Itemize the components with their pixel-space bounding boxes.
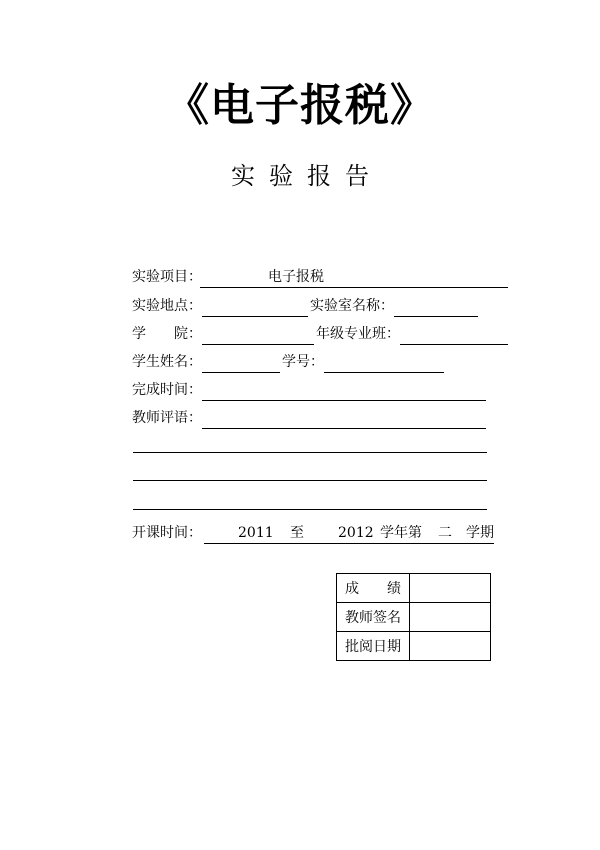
college-label: 学 院：: [132, 326, 202, 342]
lab-name-underline: [394, 316, 478, 317]
document-title: 《电子报税》: [165, 80, 435, 131]
comment-line-2: [133, 452, 487, 453]
student-id-underline: [324, 372, 444, 373]
term-end-year: 2012: [338, 525, 374, 541]
term-to: 至: [290, 525, 304, 541]
teacher-signature-row: [337, 603, 491, 632]
location-underline: [202, 316, 308, 317]
form-row-finish-time: [132, 379, 492, 401]
form-row-college: [132, 323, 512, 345]
comment-line-4: [133, 509, 487, 510]
student-name-label: 学生姓名：: [132, 354, 202, 370]
location-label: 实验地点：: [132, 298, 202, 314]
document-subtitle: 实验报告: [231, 162, 383, 190]
review-date-label: 批阅日期: [337, 632, 410, 661]
grade-table: [336, 573, 491, 661]
finish-time-label: 完成时间：: [132, 382, 202, 398]
comment-underline: [202, 428, 486, 429]
project-value: 电子报税: [268, 269, 324, 285]
teacher-signature-cell: [410, 603, 491, 632]
term-label: 开课时间：: [132, 525, 202, 541]
term-start-year: 2011: [238, 525, 274, 541]
form-row-project: [132, 266, 512, 288]
form-row-student: [132, 351, 447, 373]
review-date-cell: [410, 632, 491, 661]
term-word: 学期: [466, 525, 494, 541]
college-underline: [202, 344, 314, 345]
form-row-comment: [132, 407, 492, 429]
teacher-signature-label: 教师签名: [337, 603, 410, 632]
grade-row-label: 成 绩: [337, 574, 410, 603]
review-date-row: [337, 632, 491, 661]
comment-label: 教师评语：: [132, 410, 202, 426]
lab-name-label: 实验室名称：: [310, 298, 394, 314]
form-row-location: [132, 295, 482, 317]
form-row-term: [132, 522, 502, 544]
grade-row: [337, 574, 491, 603]
project-label: 实验项目：: [132, 269, 202, 285]
student-name-underline: [202, 372, 280, 373]
project-underline: [200, 287, 508, 288]
term-year-word: 学年第: [380, 525, 422, 541]
student-id-label: 学号：: [282, 354, 324, 370]
comment-line-3: [133, 480, 487, 481]
grade-value-cell: [410, 574, 491, 603]
grade-class-underline: [400, 344, 508, 345]
grade-class-label: 年级专业班：: [316, 326, 400, 342]
term-number: 二: [438, 525, 452, 541]
finish-time-underline: [202, 400, 486, 401]
